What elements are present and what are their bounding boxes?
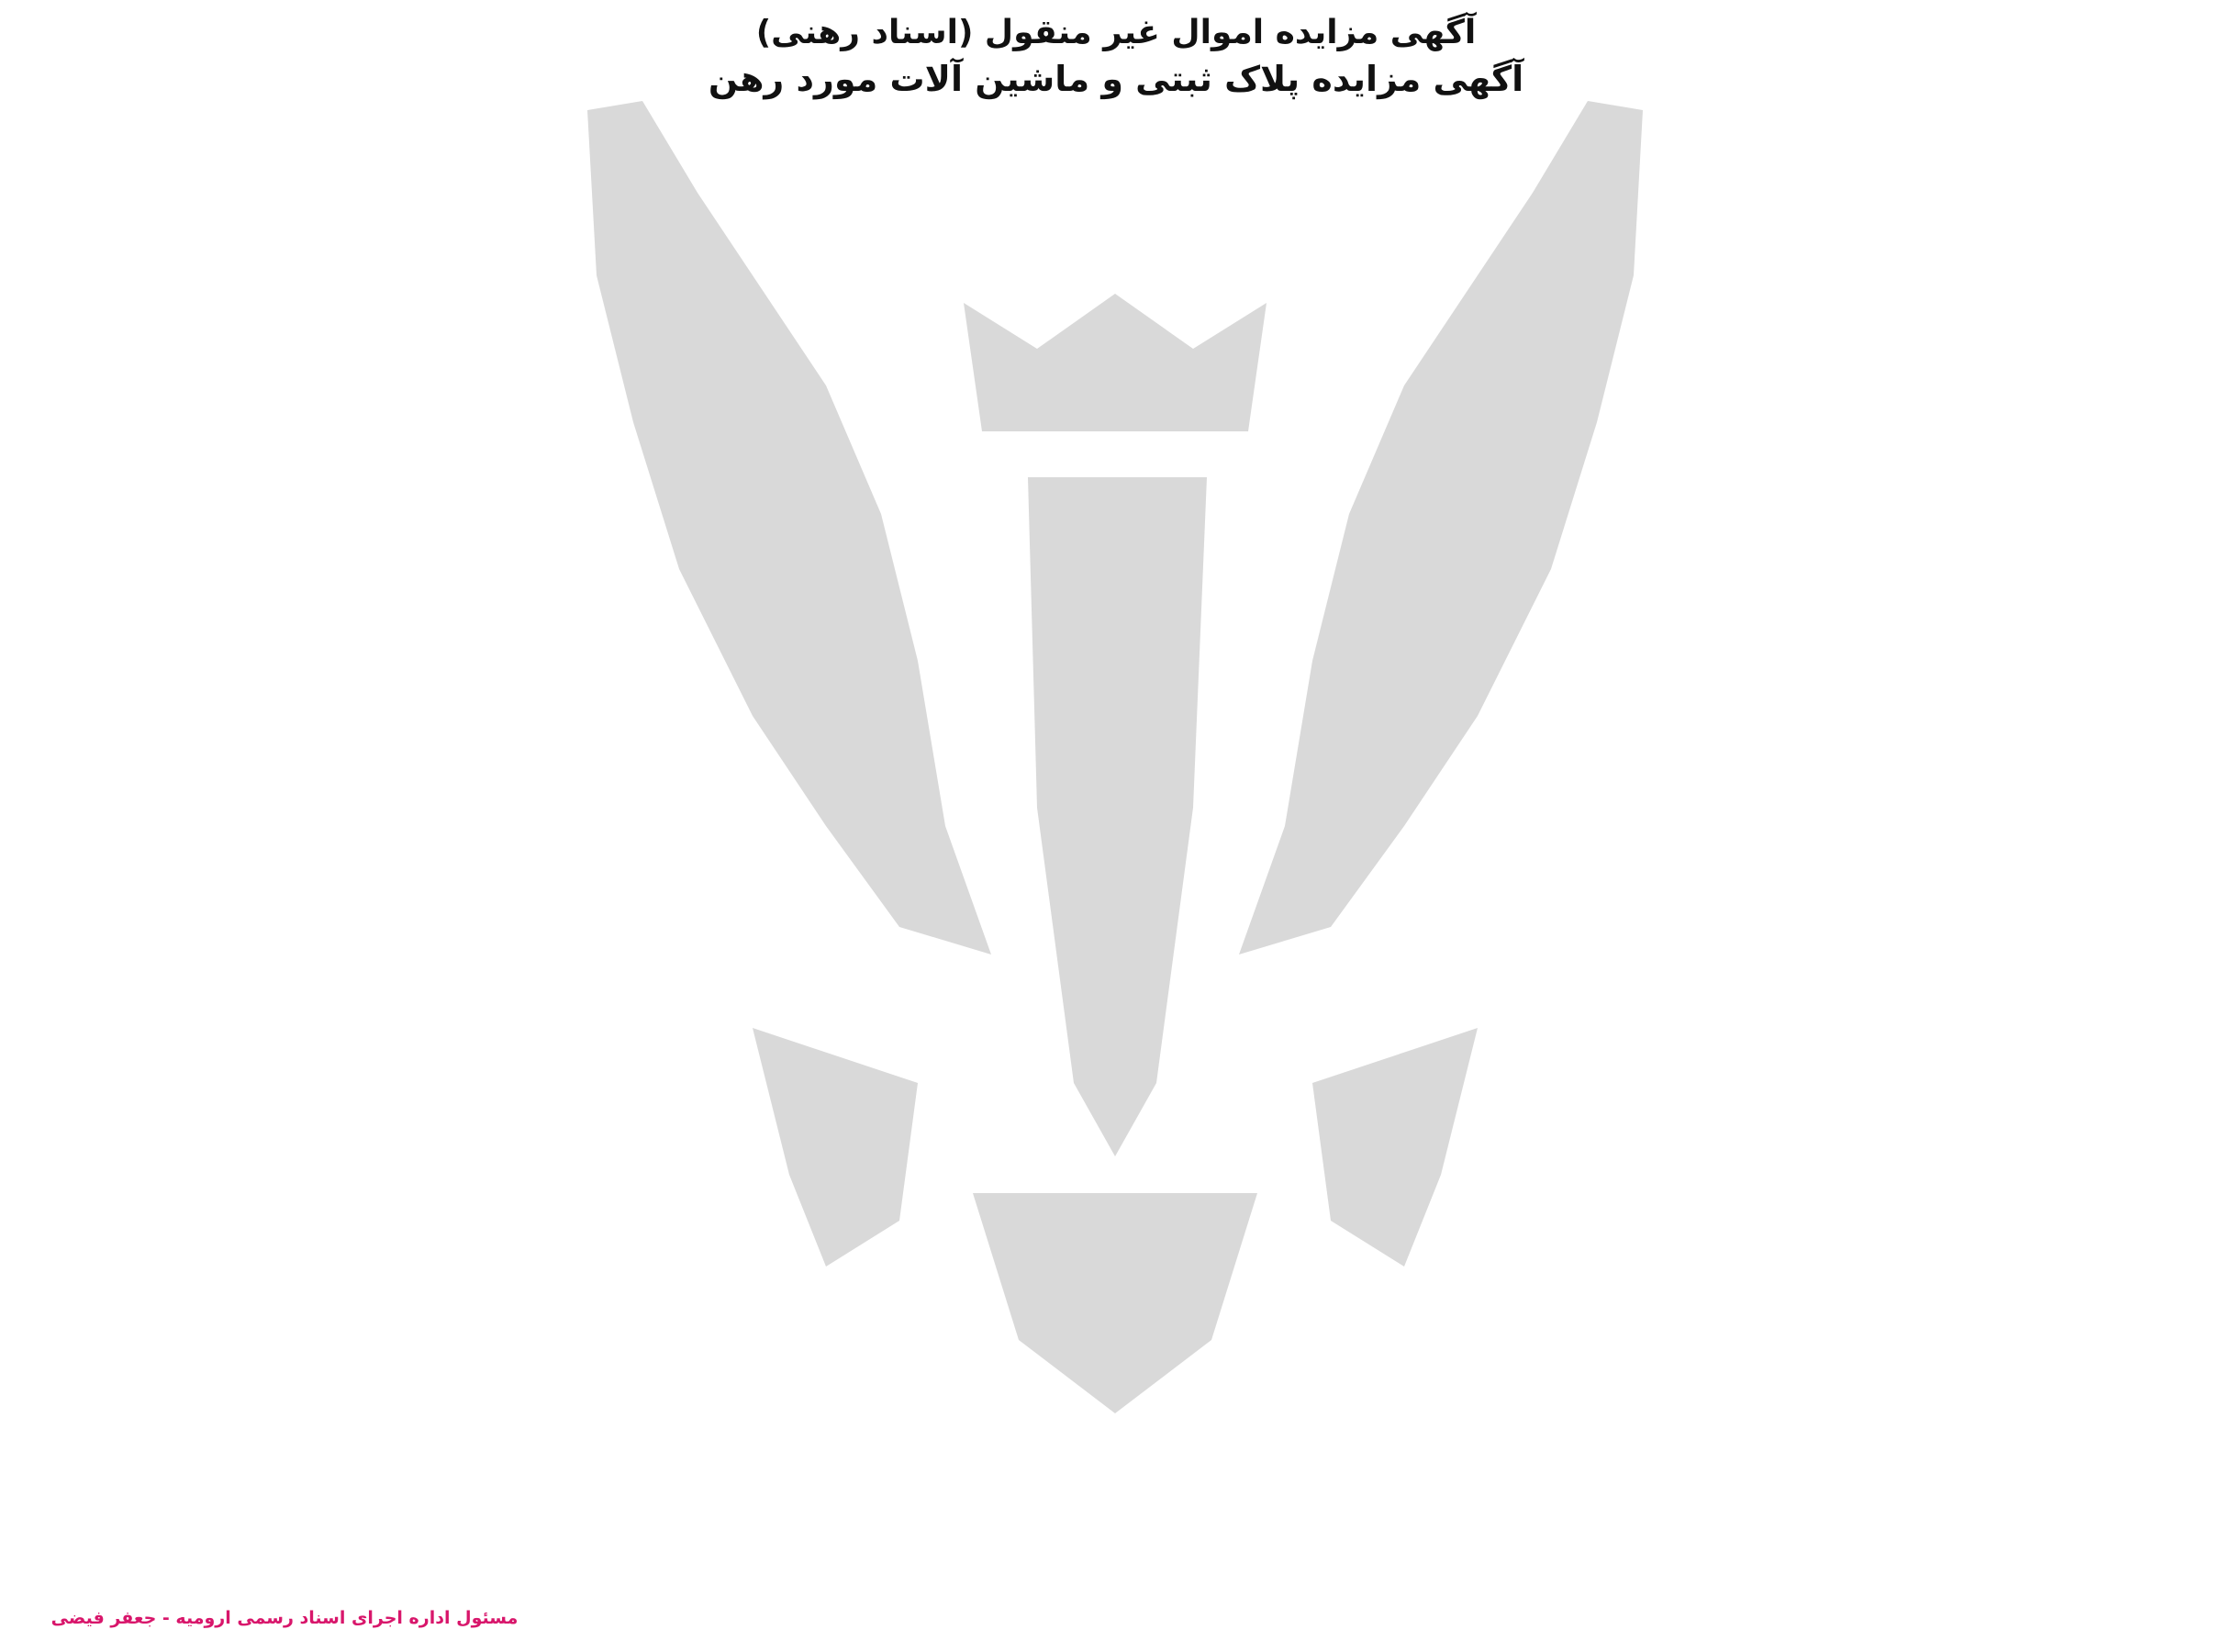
signature-line: مسئول اداره اجرای اسناد رسمی ارومیه - جعفر فیضی — [50, 1608, 519, 1628]
notice-columns — [28, 110, 2204, 1615]
column-2 — [578, 110, 1105, 1615]
page-subtitle: آگهی مزایده پلاک ثبتی و ماشین آلات مورد رهن — [708, 59, 1524, 99]
page-title: آگهی مزایده اموال غیر منقول (اسناد رهنی) — [755, 14, 1477, 51]
column-4 — [1679, 110, 2205, 1615]
column-3 — [1128, 110, 1655, 1615]
page-header — [0, 11, 2232, 103]
column-1 — [28, 110, 554, 1615]
